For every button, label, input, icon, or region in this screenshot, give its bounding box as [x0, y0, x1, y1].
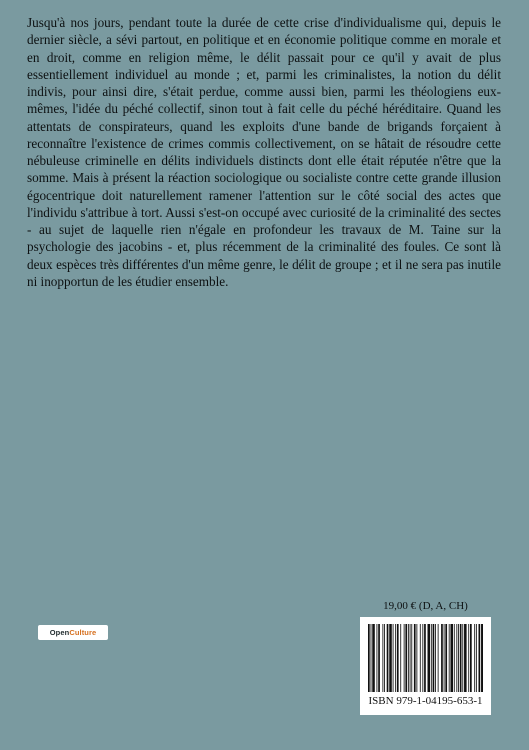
barcode-bar — [441, 624, 443, 692]
barcode-bar — [476, 624, 477, 692]
barcode-bar — [438, 624, 439, 692]
barcode-bar — [408, 624, 409, 692]
barcode-bar — [410, 624, 411, 692]
barcode-bar — [468, 624, 469, 692]
barcode-bar — [431, 624, 432, 692]
barcode-bar — [414, 624, 416, 692]
barcode-image — [368, 624, 483, 692]
barcode-bar — [454, 624, 455, 692]
barcode-bar — [416, 624, 417, 692]
barcode-bar — [395, 624, 396, 692]
barcode-bar — [449, 624, 450, 692]
barcode-bar — [411, 624, 412, 692]
barcode-bar — [458, 624, 459, 692]
barcode-bar — [462, 624, 463, 692]
price-label: 19,00 € (D, A, CH) — [383, 600, 468, 612]
barcode-bar — [382, 624, 383, 692]
barcode-bar — [445, 624, 447, 692]
barcode-bar — [393, 624, 394, 692]
barcode-bar — [474, 624, 475, 692]
barcode-bar — [372, 624, 375, 692]
publisher-logo — [38, 625, 108, 640]
barcode-bar — [377, 624, 378, 692]
logo-text-open: Open — [49, 628, 70, 637]
barcode-bar — [384, 624, 385, 692]
barcode-bar — [400, 624, 401, 692]
barcode-bar — [368, 624, 370, 692]
back-cover-blurb: Jusqu'à nos jours, pendant toute la durée de cette crise d'individualisme qui, depuis le dernier siècle, a sévi partout, en politique et en économie politique comme en morale et en droit, comme en religion même, le délit passait pour ce qu'il y avait de plus essentiellement individuel au monde ; et, parmi les criminalistes, la notion du délit indivis, pour ainsi dire, s'était perdue, comme aussi bien, parmi les théologiens eux-mêmes, l'idée du péché collectif, sinon tout à fait celle du péché héréditaire. Quand les attentats de conspirateurs, quand les exploits d'une bande de brigands forçaient à reconnaître l'existence de crimes commis collectivement, on se hâtait de résoudre cette nébuleuse criminelle en délits individuels distincts dont elle était réputée n'être que la somme. Mais à présent la réaction sociologique ou socialiste contre cette grande illusion égocentrique doit naturellement ramener l'attention sur le côté social des actes que l'individu s'attribue à tort. Aussi s'est-on occupé avec curiosité de la criminalité des sectes - au sujet de laquelle rien n'égale en profondeur les travaux de M. Taine sur la psychologie des jacobins - et, plus récemment de la criminalité des foules. Ce sont là deux espèces très différentes d'un même genre, le délit de groupe ; et il ne sera pas inutile ni inopportun de les étudier ensemble. — [27, 15, 501, 289]
logo-text-culture: Culture — [69, 628, 97, 637]
barcode-box — [360, 617, 491, 715]
barcode-bar — [428, 624, 431, 692]
barcode-bar — [378, 624, 380, 692]
barcode-bar — [444, 624, 445, 692]
barcode-bar — [456, 624, 457, 692]
barcode-bar — [397, 624, 399, 692]
barcode-bar — [404, 624, 405, 692]
barcode-bar — [424, 624, 426, 692]
barcode-bar — [389, 624, 392, 692]
barcode-bar — [433, 624, 435, 692]
barcode-bar — [387, 624, 389, 692]
barcode-bar — [405, 624, 407, 692]
barcode-bar — [481, 624, 483, 692]
barcode-bar — [479, 624, 481, 692]
barcode-bar — [470, 624, 472, 692]
barcode-bar — [371, 624, 372, 692]
barcode-bar — [422, 624, 423, 692]
barcode-bar — [435, 624, 436, 692]
barcode-bar — [420, 624, 421, 692]
barcode-bar — [450, 624, 453, 692]
isbn-label: ISBN 979-1-04195-653-1 — [368, 695, 483, 707]
barcode-bar — [460, 624, 462, 692]
barcode-bar — [464, 624, 467, 692]
